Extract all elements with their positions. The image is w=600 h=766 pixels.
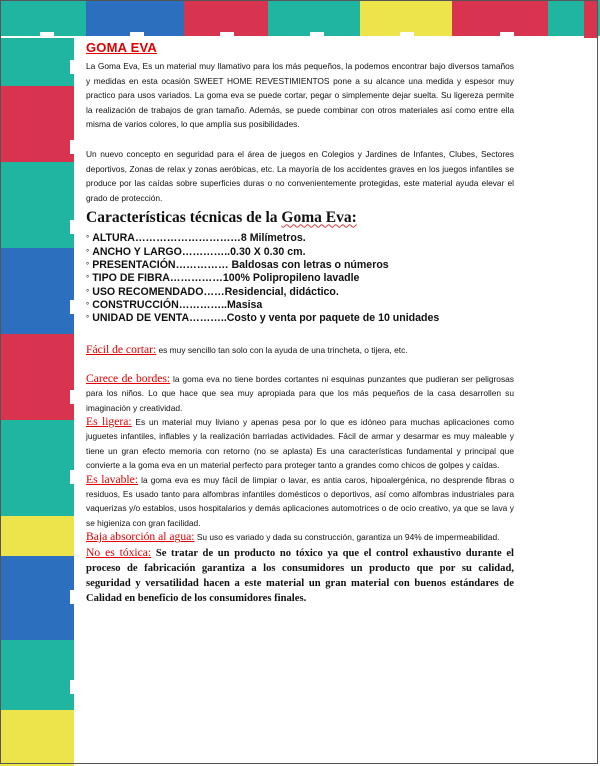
tile-notch <box>70 300 76 314</box>
tile-notch <box>220 32 234 38</box>
tile-notch <box>500 32 514 38</box>
tile-notch <box>70 470 76 484</box>
spec-item: ° TIPO DE FIBRA……………100% Polipropileno lavadle <box>86 272 360 285</box>
foam-tile <box>360 0 452 36</box>
feature-nontoxic <box>86 545 514 606</box>
specs-heading <box>86 209 514 226</box>
tile-notch <box>40 32 54 38</box>
feature-label: Fácil de cortar: <box>86 343 157 357</box>
tile-notch <box>130 32 144 38</box>
feature-label: Es lavable: <box>86 472 138 486</box>
page-title: GOMA EVA <box>86 40 157 55</box>
foam-tile <box>0 640 74 710</box>
tile-notch <box>400 32 414 38</box>
foam-tile <box>0 556 74 640</box>
foam-tile <box>0 420 74 516</box>
feature-text: Se tratar de un producto no tóxico ya que el control exhaustivo durante el proceso de fabricación garantiza a los consumidores un producto que por su calidad, seguridad y versatilidad hacen a este material un gran material con buenos estándares de Calidad en beneficio de los consumidores finales. <box>86 547 514 604</box>
foam-tile <box>0 248 74 334</box>
document-body <box>80 40 514 606</box>
feature-absorption <box>86 530 514 544</box>
tile-notch <box>70 390 76 404</box>
safety-paragraph: Un nuevo concepto en seguridad para el área de juegos en Colegios y Jardines de Infantes, Clubes, Sectores deportivos, Zonas de relax y zonas aeróbicas, etc. La mayoría de los accidentes graves en los juegos infantiles se produce por las caídas sobre superficies duras o no convenientemente protegidas, este material ayuda elevar el grado de protección. <box>86 148 514 203</box>
foam-tile <box>184 0 268 36</box>
tile-notch <box>70 140 76 154</box>
tile-notch <box>70 60 76 74</box>
tile-notch <box>70 680 76 694</box>
feature-text: Es un material muy liviano y apenas pesa por lo que es idóneo para muchas aplicaciones como juguetes infantiles, inflables y la realización barriadas actividades. Fácil de armar y desarmar es muy maleable y tiene un gran efecto memoria con retorno (no se aplasta) Es una características fundamental y principal que convierte a la goma eva en un material perfecto para proteger tanto a grandes como chicos de golpes y caídas. <box>86 417 515 471</box>
spec-item: ° USO RECOMENDADO……Residencial, didáctico. <box>86 285 339 298</box>
spec-item: ° UNIDAD DE VENTA………..Costo y venta por paquete de 10 unidades <box>86 312 440 325</box>
foam-tile <box>0 38 74 86</box>
foam-tile <box>0 86 74 162</box>
feature-light <box>86 415 514 473</box>
feature-washable <box>86 473 514 531</box>
specs-list <box>86 232 514 325</box>
feature-cut <box>86 343 514 357</box>
spec-item: ° ANCHO Y LARGO…………..0.30 X 0.30 cm. <box>86 245 306 258</box>
tile-notch <box>70 220 76 234</box>
feature-label: Es ligera: <box>86 415 132 429</box>
feature-text: la goma eva es muy fácil de limpiar o lavar, es antia caros, hipoalergénica, no desprende fibras o residuos, Es usado tanto para alfombras infantiles domésticos o deportivos, así como alfombras industriales para vaquerizas y/o establos, usos hospitalarios y demás aplicaciones automotrices o de ocio creativo, ya que se lava y se higieniza con gran facilidad. <box>86 474 514 528</box>
spec-item: ° PRESENTACIÓN…………… Baldosas con letras o números <box>86 258 389 271</box>
feature-edges <box>86 372 514 415</box>
foam-tile <box>86 0 184 36</box>
feature-text: Su uso es variado y dada su construcción, garantiza un 94% de impermeabilidad. <box>194 532 500 543</box>
feature-text: es muy sencillo tan solo con la ayuda de una trincheta, o tijera, etc. <box>156 345 408 356</box>
foam-tile <box>0 516 74 556</box>
feature-label: No es tóxica: <box>86 545 152 559</box>
foam-tile <box>0 710 74 766</box>
foam-tile <box>452 0 548 36</box>
foam-tile <box>0 162 74 248</box>
foam-tile <box>584 0 598 38</box>
foam-tile <box>0 0 86 36</box>
feature-text: la goma eva no tiene bordes cortantes ni esquinas punzantes que pudieran ser peligrosas para los niños. Lo que hace que sea muy apropiada para que los más pequeños de la casa desarrollen su imaginación y creatividad. <box>86 373 514 413</box>
spec-item: ° CONSTRUCCIÓN…………..Masisa <box>86 298 263 311</box>
feature-label: Baja absorción al agua: <box>86 530 195 544</box>
specs-heading-prefix: Características técnicas de la <box>86 209 282 227</box>
foam-tile <box>268 0 360 36</box>
intro-paragraph: La Goma Eva, Es un material muy llamativo para los más pequeños, la podemos encontrar bajo diversos tamaños y medidas en esta ocasión SWEET HOME REVESTIMIENTOS pone a su alcance una medida y espesor muy practico para usos variados. La goma eva se puede cortar, pegar o simplemente dejar suelta. Su ligereza permite la realización de trabajos de gran tamaño. Además, se puede combinar con otros materiales así como entre ella misma de varios colores, lo que amplía sus posibilidades. <box>86 61 514 130</box>
tile-notch <box>70 590 76 604</box>
tile-notch <box>310 32 324 38</box>
spec-item: ° ALTURA…………………………8 Milímetros. <box>86 232 306 245</box>
foam-tile <box>0 334 74 420</box>
feature-label: Carece de bordes: <box>86 371 171 385</box>
specs-heading-word: Goma Eva: <box>281 209 357 227</box>
